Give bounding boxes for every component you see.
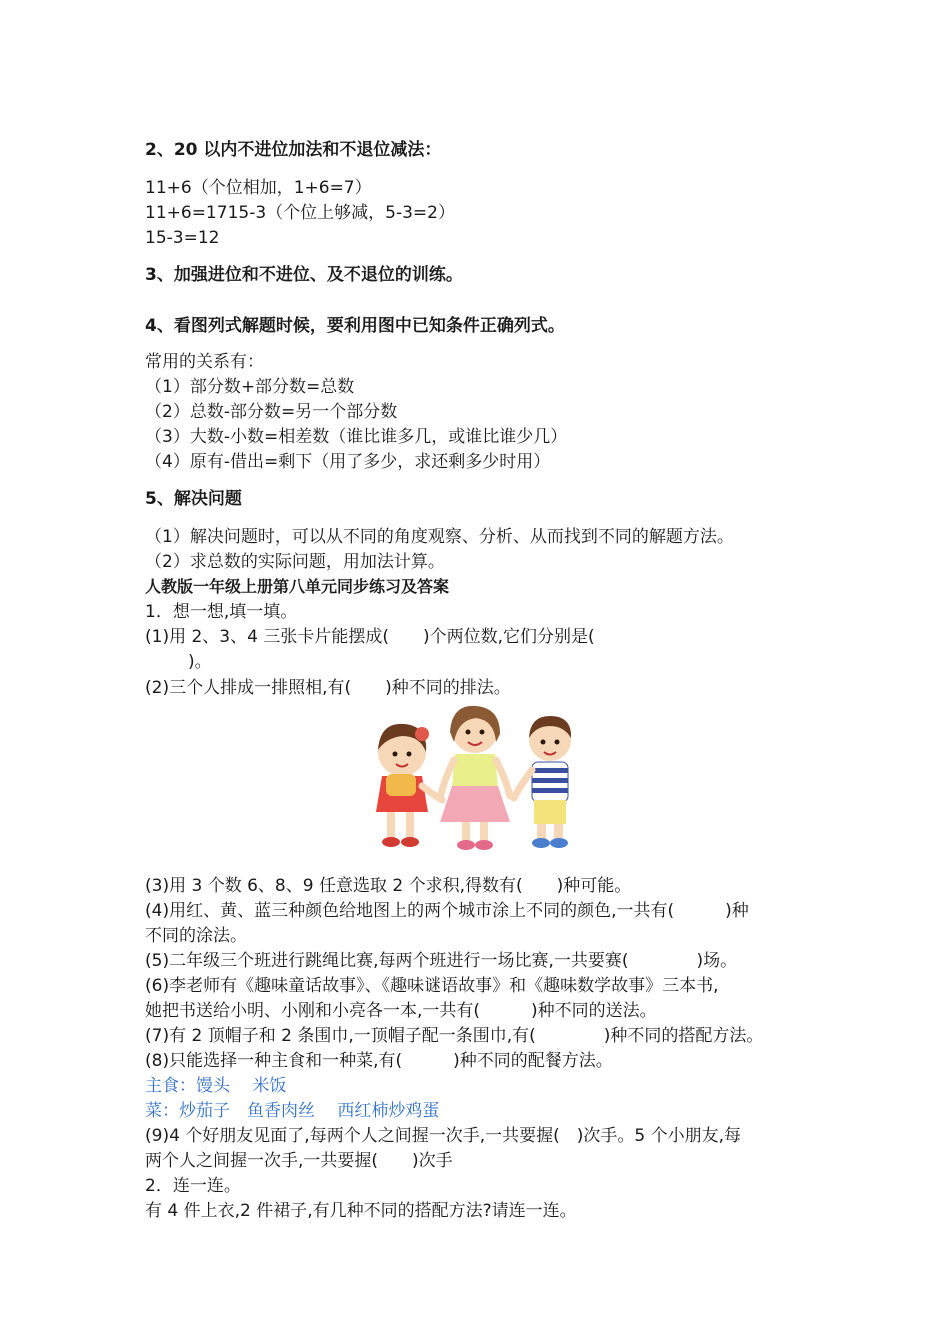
question-1-title: 1．想一想,填一填。: [145, 602, 298, 622]
dish-options: 菜：炒茄子 鱼香肉丝 西红柿炒鸡蛋: [145, 1101, 440, 1121]
question-2-text: 有 4 件上衣,2 件裙子,有几种不同的搭配方法?请连一连。: [145, 1201, 577, 1221]
question-1-9: (9)4 个好朋友见面了,每两个人之间握一次手,一共要握( )次手。5 个小朋友,每: [145, 1126, 741, 1146]
question-1-6: (6)李老师有《趣味童话故事》、《趣味谜语故事》和《趣味数学故事》三本书,: [145, 976, 719, 996]
section-4-item: （1）部分数+部分数=总数: [145, 377, 355, 397]
question-1-3: (3)用 3 个数 6、8、9 任意选取 2 个求积,得数有( )种可能。: [145, 876, 632, 896]
girl-figure: [376, 724, 442, 847]
section-4-heading: 4、看图列式解题时候，要利用图中已知条件正确列式。: [145, 316, 565, 336]
question-1-2: (2)三个人排成一排照相,有( )种不同的排法。: [145, 678, 511, 698]
question-1-5: (5)二年级三个班进行跳绳比赛,每两个班进行一场比赛,一共要赛( )场。: [145, 951, 738, 971]
question-1-4: (4)用红、黄、蓝三种颜色给地图上的两个城市涂上不同的颜色,一共有( )种: [145, 901, 749, 921]
section-2-heading: 2、20 以内不进位加法和不退位减法：: [145, 140, 442, 160]
question-1-9-cont: 两个人之间握一次手,一共要握( )次手: [145, 1151, 453, 1171]
section-5-item: （2）求总数的实际问题，用加法计算。: [145, 552, 445, 572]
section-4-item: （4）原有-借出=剩下（用了多少，求还剩多少时用）: [145, 452, 551, 472]
section-2-line: 11+6（个位相加，1+6=7）: [145, 178, 372, 198]
section-5-heading: 5、解决问题: [145, 489, 242, 509]
question-1-4-cont: 不同的涂法。: [145, 926, 247, 946]
question-2-title: 2．连一连。: [145, 1176, 241, 1196]
section-2-line: 11+6=1715-3（个位上够减，5-3=2）: [145, 203, 455, 223]
section-5-item: （1）解决问题时，可以从不同的角度观察、分析、从而找到不同的解题方法。: [145, 527, 734, 547]
section-2-line: 15-3=12: [145, 228, 220, 248]
tall-girl-figure: [440, 706, 510, 850]
section-4-item: （3）大数-小数=相差数（谁比谁多几，或谁比谁少几）: [145, 427, 568, 447]
section-4-intro: 常用的关系有：: [145, 352, 264, 372]
staple-food-options: 主食：馒头 米饭: [145, 1076, 287, 1096]
question-1-1: (1)用 2、3、4 三张卡片能摆成( )个两位数,它们分别是(: [145, 627, 595, 647]
question-1-8: (8)只能选择一种主食和一种菜,有( )种不同的配餐方法。: [145, 1051, 613, 1071]
question-1-6-cont: 她把书送给小明、小刚和小亮各一本,一共有( )种不同的送法。: [145, 1001, 657, 1021]
section-3-heading: 3、加强进位和不进位、及不退位的训练。: [145, 265, 463, 285]
question-1-7: (7)有 2 顶帽子和 2 条围巾,一顶帽子配一条围巾,有( )种不同的搭配方法。: [145, 1026, 764, 1046]
boy-figure: [514, 716, 571, 848]
question-1-1-cont: )。: [188, 652, 212, 672]
three-children-illustration: [360, 700, 590, 860]
exercise-title: 人教版一年级上册第八单元同步练习及答案: [145, 577, 450, 596]
section-4-item: （2）总数-部分数=另一个部分数: [145, 402, 398, 422]
